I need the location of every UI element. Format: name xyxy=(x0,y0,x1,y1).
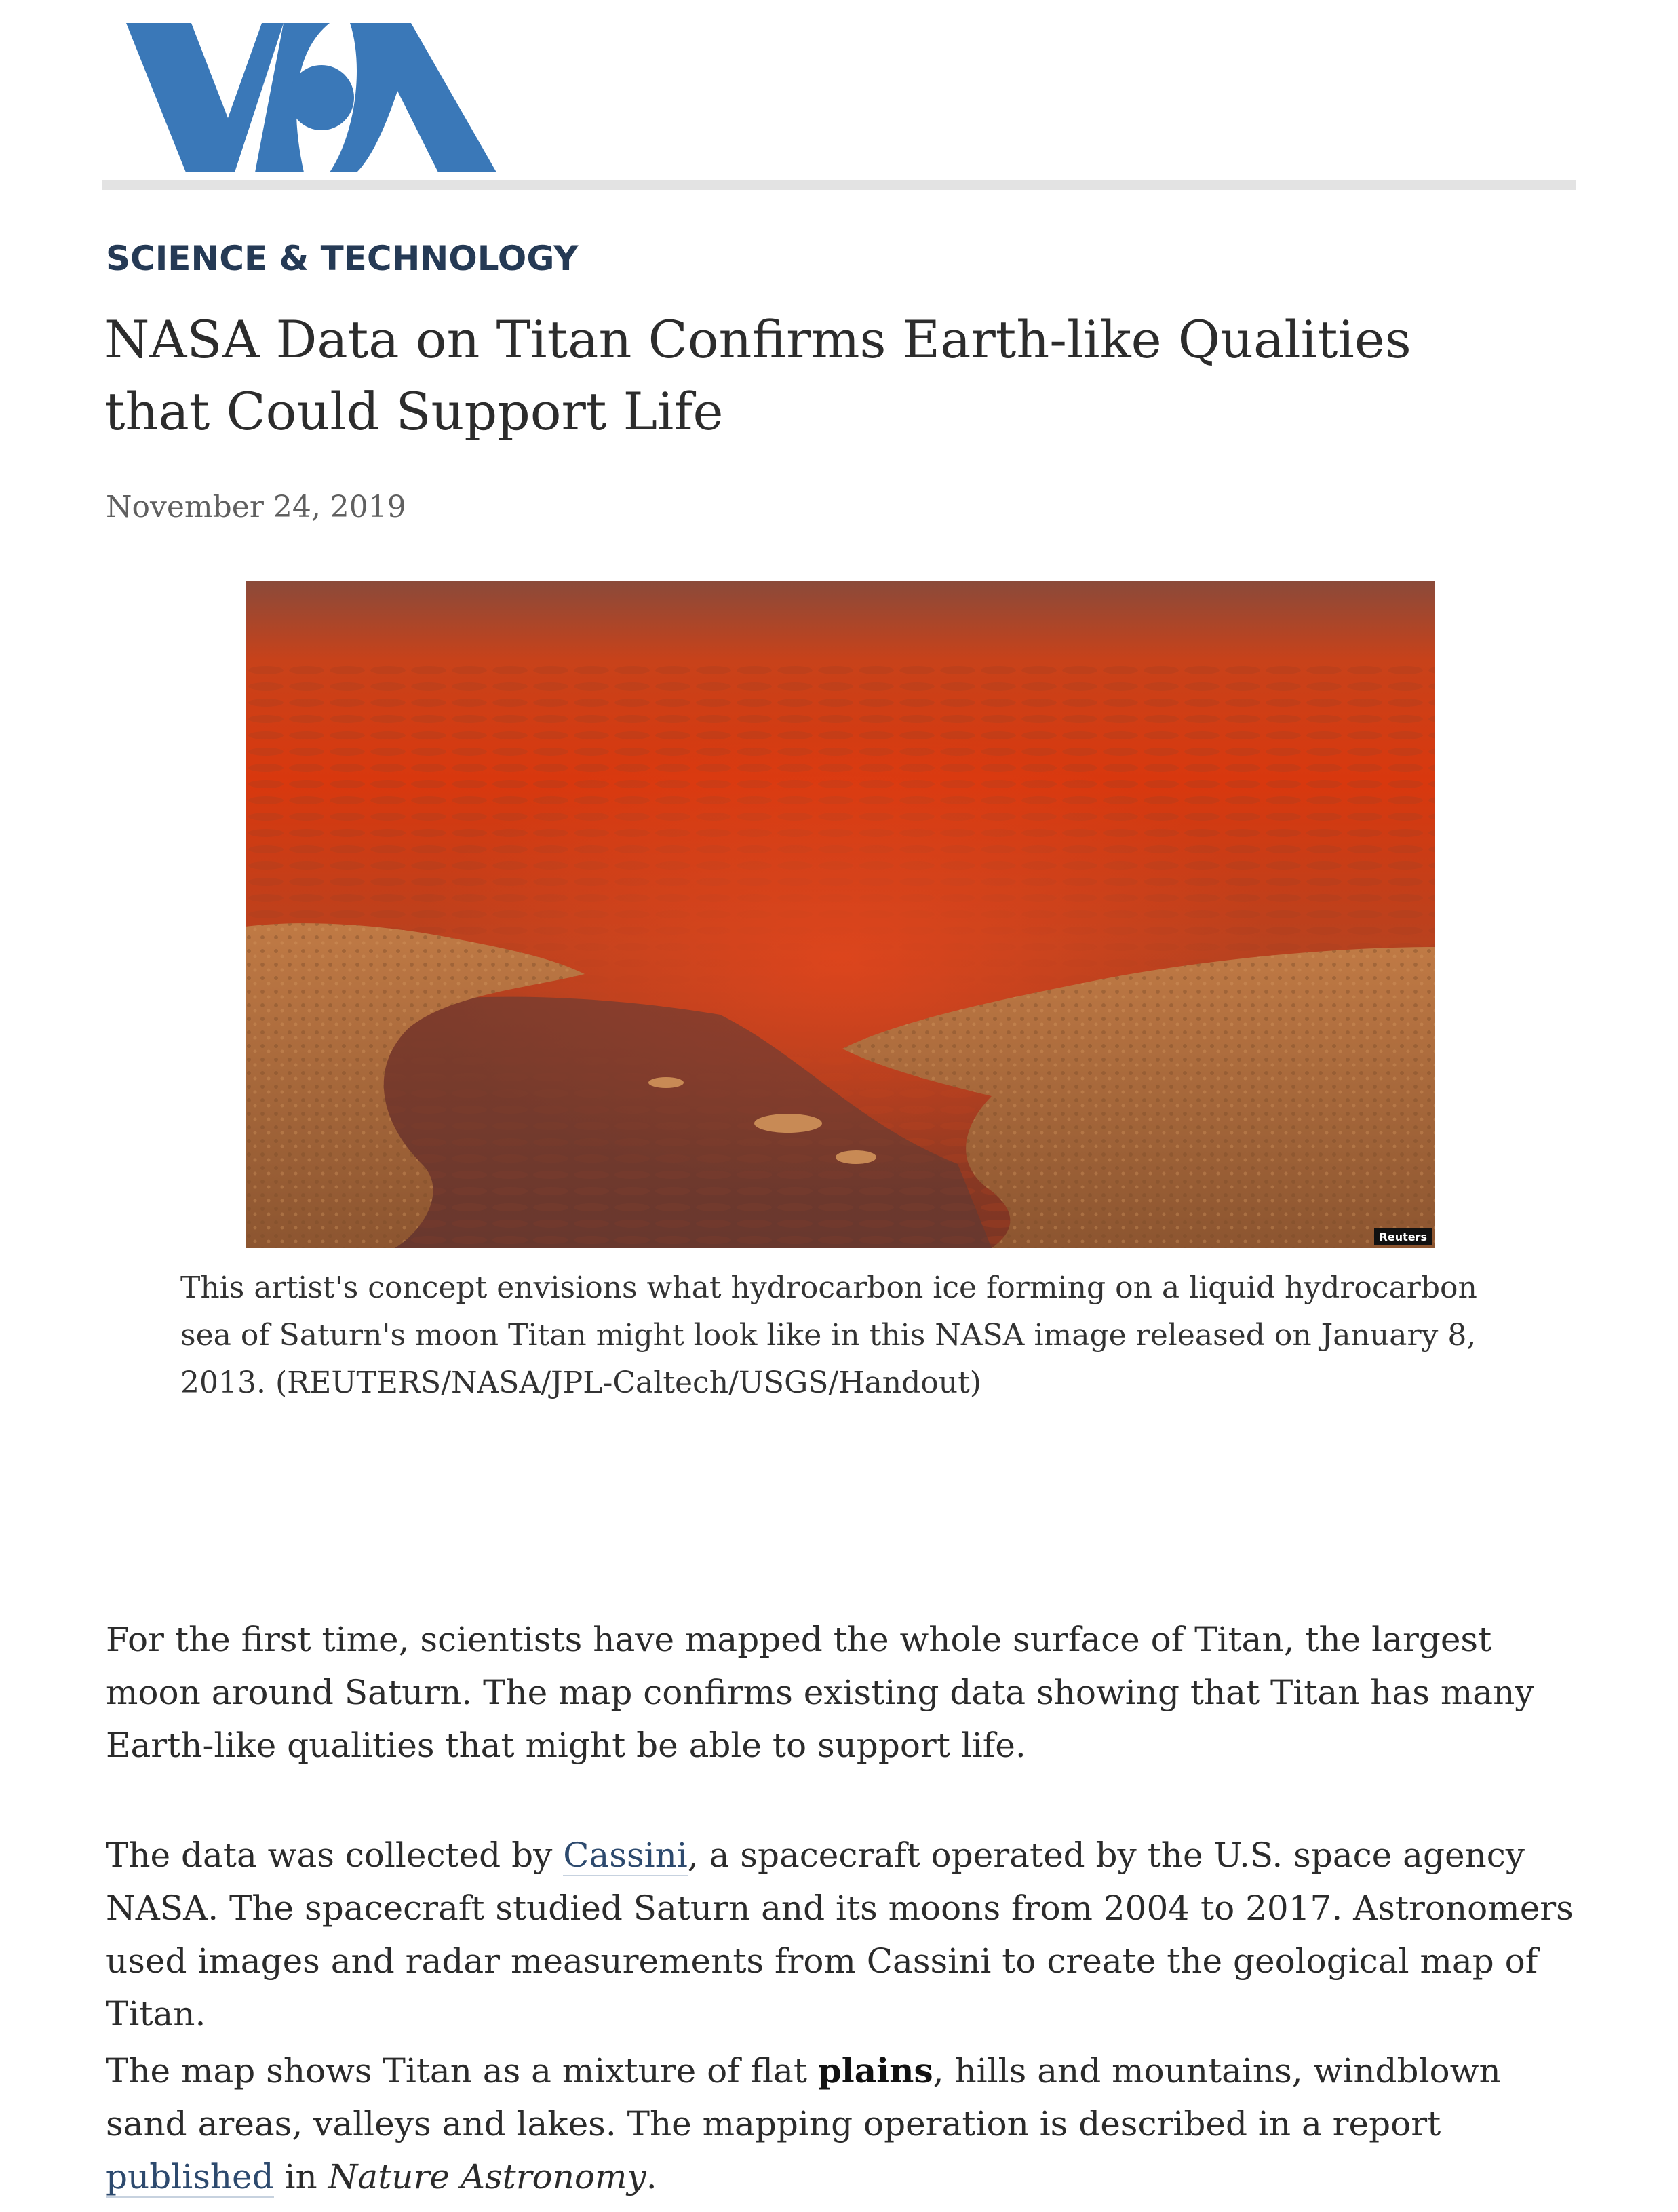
article-title: NASA Data on Titan Confirms Earth-like Qualities that Could Support Life xyxy=(104,309,1411,442)
image-caption: This artist's concept envisions what hydrocarbon ice forming on a liquid hydrocarbon sea of Saturn's moon Titan might look like in this NASA image released on January 8, 2013. (REUTERS/NASA/JPL-Caltech/USGS/Handout) xyxy=(180,1270,1477,1400)
paragraph-3-text-end: . xyxy=(646,2157,657,2196)
paragraph-3-text-middle: , hills and mountains, windblown sand areas, valleys and lakes. The mapping operation is described in a report xyxy=(106,2051,1501,2143)
plains-keyword: plains xyxy=(817,2051,933,2091)
article-date: November 24, 2019 xyxy=(106,490,406,524)
titan-sea-illustration xyxy=(246,581,1435,1248)
image-credit: Reuters xyxy=(1374,1228,1432,1245)
journal-name: Nature Astronomy xyxy=(328,2157,646,2196)
cassini-link[interactable]: Cassini xyxy=(563,1836,688,1875)
published-link[interactable]: published xyxy=(106,2157,274,2196)
header-divider xyxy=(102,180,1576,190)
article-hero-image xyxy=(246,581,1435,1248)
article-paragraph-2 xyxy=(106,1829,1584,2040)
article-paragraph-1: For the first time, scientists have mapped the whole surface of Titan, the largest moon around Saturn. The map confirms existing data showing that Titan has many Earth-like qualities that might be able to support life. xyxy=(106,1620,1534,1765)
voa-logo[interactable] xyxy=(126,23,496,172)
article-paragraph-3 xyxy=(106,2044,1584,2203)
paragraph-3-text-after-link: in xyxy=(273,2157,328,2196)
paragraph-2-text-end: , a spacecraft operated by the U.S. space agency NASA. The spacecraft studied Saturn and its moons from 2004 to 2017. Astronomers used images and radar measurements from Cassini to create the geological map of Titan. xyxy=(106,1836,1574,2034)
article-category[interactable]: SCIENCE & TECHNOLOGY xyxy=(106,239,579,278)
paragraph-2-text-start: The data was collected by xyxy=(106,1836,564,1875)
paragraph-3-text-start: The map shows Titan as a mixture of flat xyxy=(106,2051,818,2091)
